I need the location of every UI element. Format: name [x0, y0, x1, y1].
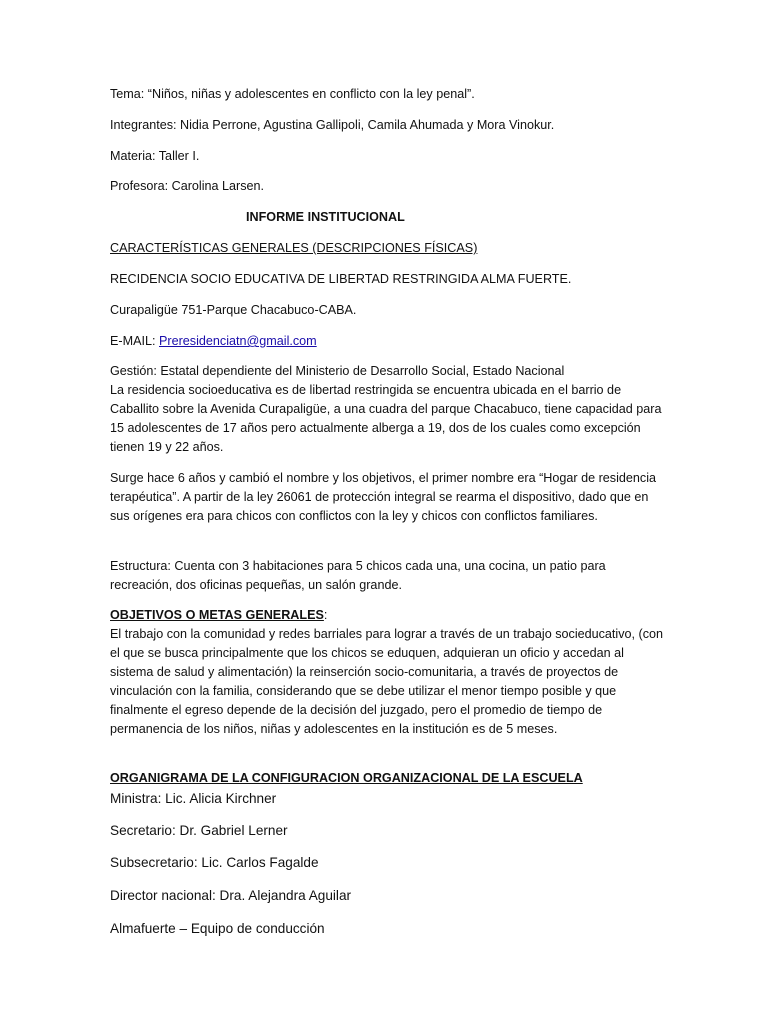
section-heading-organigrama: ORGANIGRAMA DE LA CONFIGURACION ORGANIZACIONAL DE LA ESCUELA [110, 771, 583, 785]
section-heading-caracteristicas: CARACTERÍSTICAS GENERALES (DESCRIPCIONES FÍSICAS) [110, 241, 478, 255]
residencia-name: RECIDENCIA SOCIO EDUCATIVA DE LIBERTAD RESTRINGIDA ALMA FUERTE. [110, 272, 572, 286]
email-label: E-MAIL: [110, 334, 159, 348]
profesora-line: Profesora: Carolina Larsen. [110, 179, 265, 193]
email-link[interactable]: Preresidenciatn@gmail.com [159, 334, 317, 348]
objetivos-heading-line [110, 606, 665, 625]
organigrama-item: Almafuerte – Equipo de conducción [110, 921, 325, 936]
materia-line: Materia: Taller I. [110, 149, 200, 163]
tema-line: Tema: “Niños, niñas y adolescentes en conflicto con la ley penal”. [110, 87, 475, 101]
address-line: Curapaligüe 751-Parque Chacabuco-CABA. [110, 303, 357, 317]
descripcion-paragraph: La residencia socioeducativa es de libertad restringida se encuentra ubicada en el barrio de Caballito sobre la Avenida Curapaligüe, a una cuadra del parque Chacabuco, tiene capacidad para 15 adolescentes de 17 años pero actualmente alberga a 19, dos de los cuales como excepción tienen 19 y 22 años. [110, 383, 662, 454]
historia-paragraph: Surge hace 6 años y cambió el nombre y los objetivos, el primer nombre era “Hogar de residencia terapéutica”. A partir de la ley 26061 de protección integral se rearma el dispositivo, dado que en sus orígenes era para chicos con conflictos con la ley y chicos con conflictos familiares. [110, 471, 657, 523]
estructura-paragraph: Estructura: Cuenta con 3 habitaciones para 5 chicos cada una, una cocina, un patio para recreación, dos oficinas pequeñas, un salón grande. [110, 559, 606, 592]
document-title: INFORME INSTITUCIONAL [246, 210, 405, 224]
organigrama-item: Director nacional: Dra. Alejandra Aguilar [110, 888, 352, 903]
objetivos-paragraph: El trabajo con la comunidad y redes barriales para lograr a través de un trabajo socieducativo, (con el que se busca principalmente que los chicos se eduquen, adquieran un oficio y accedan al sistema de salud y alimentación) la reinserción socio-comunitaria, a través de proyectos de vinculación con la familia, considerando que se debe utilizar el menor tiempo posible y que finalmente el egreso depende de la decisión del juzgado, pero el promedio de tiempo de permanencia de los niños, niñas y adolescentes en la institución es de 5 meses. [110, 627, 664, 736]
gestion-line: Gestión: Estatal dependiente del Ministerio de Desarrollo Social, Estado Nacional [110, 364, 565, 378]
objetivos-heading-suffix: : [323, 608, 328, 622]
organigrama-item: Subsecretario: Lic. Carlos Fagalde [110, 855, 319, 870]
organigrama-item: Secretario: Dr. Gabriel Lerner [110, 823, 288, 838]
section-heading-objetivos: OBJETIVOS O METAS GENERALES [110, 608, 324, 622]
integrantes-line: Integrantes: Nidia Perrone, Agustina Gallipoli, Camila Ahumada y Mora Vinokur. [110, 118, 555, 132]
email-line [110, 332, 665, 351]
organigrama-item: Ministra: Lic. Alicia Kirchner [110, 791, 277, 806]
